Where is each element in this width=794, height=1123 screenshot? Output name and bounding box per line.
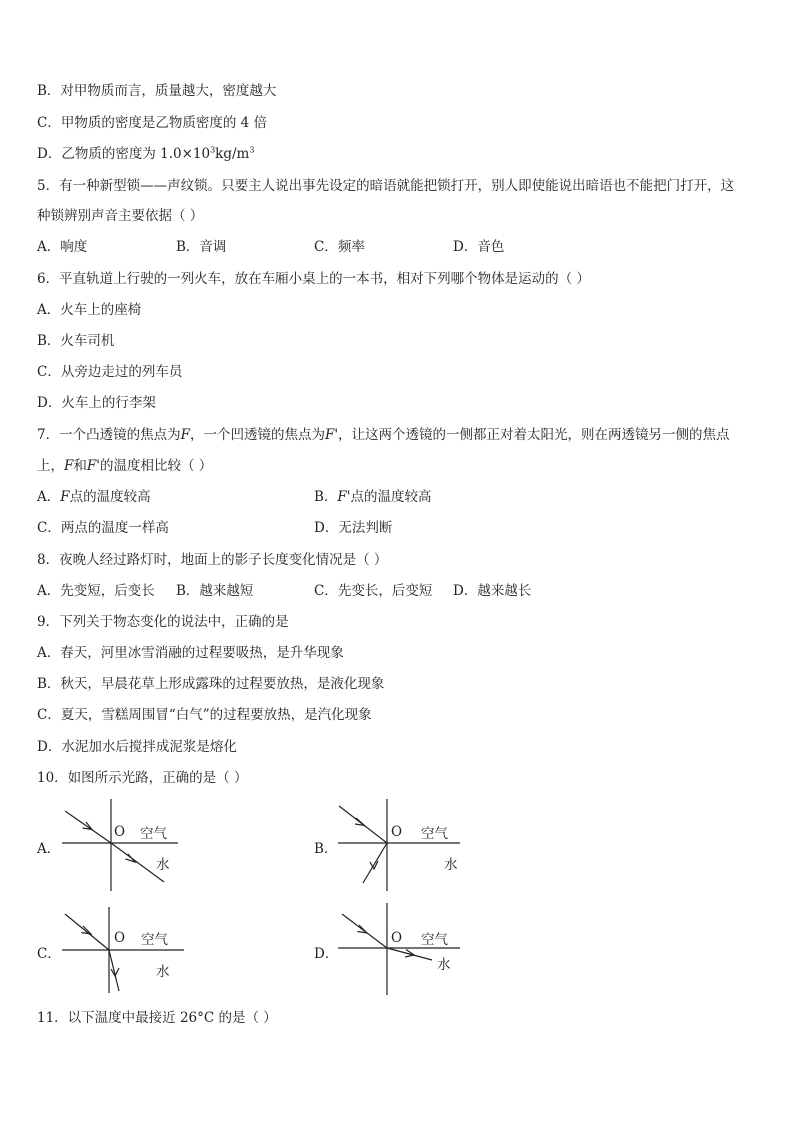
q5-option-d: D．音色 xyxy=(453,239,505,255)
diagram-c-svg xyxy=(60,905,190,1000)
diagram-a-o-label: O xyxy=(114,824,126,840)
diagram-c-o-label: O xyxy=(114,930,126,946)
q7-stem2-mid: 和 xyxy=(73,458,87,474)
q7-option-a xyxy=(37,488,151,506)
q5-stem-line2: 种锁辨别声音主要依据（ ） xyxy=(37,208,204,224)
q9-option-d: D．水泥加水后搅拌成泥浆是熔化 xyxy=(37,739,237,755)
q7-stem-line2 xyxy=(37,457,212,475)
diagram-b-svg xyxy=(336,795,466,895)
q6-option-d: D．火车上的行李架 xyxy=(37,395,156,411)
q5-stem-line1: 5．有一种新型锁——声纹锁。只要主人说出事先设定的暗语就能把锁打开，别人即使能说出暗语也不能把门打开，这 xyxy=(37,178,735,194)
q6-option-a: A．火车上的座椅 xyxy=(37,302,142,318)
diagram-b-incident-arrow xyxy=(355,818,365,826)
diagram-b-o-label: O xyxy=(391,824,403,840)
q8-option-d: D．越来越长 xyxy=(453,583,532,599)
q7-option-b xyxy=(314,488,432,506)
q8-option-b: B．越来越短 xyxy=(176,583,254,599)
diagram-d-water-label: 水 xyxy=(437,957,451,973)
diagram-d-svg xyxy=(336,903,466,998)
q6-stem: 6．平直轨道上行驶的一列火车，放在车厢小桌上的一本书，相对下列哪个物体是运动的（ ） xyxy=(37,271,590,287)
q7-option-b-post: 点的温度较高 xyxy=(350,489,432,505)
q7-stem2-pre: 上， xyxy=(37,458,64,474)
diagram-d xyxy=(336,903,466,998)
diagram-a-incident-ray xyxy=(65,811,111,843)
q4-option-d-unit-exponent: 3 xyxy=(249,145,255,155)
diagram-d-air-label: 空气 xyxy=(421,932,448,948)
q8-option-c: C．先变长，后变短 xyxy=(314,583,433,599)
diagram-a-water-label: 水 xyxy=(156,857,170,873)
q8-option-a: A．先变短，后变长 xyxy=(37,583,155,599)
q5-option-b: B．音调 xyxy=(176,239,227,255)
diagram-c-letter: C． xyxy=(37,946,61,962)
diagram-d-o-label: O xyxy=(391,930,403,946)
q7-option-c: C．两点的温度一样高 xyxy=(37,520,169,536)
q4-option-d-unit: kg/m xyxy=(215,146,250,162)
diagram-c xyxy=(60,905,190,1000)
q7-option-a-f: F xyxy=(60,489,70,505)
q7-stem-line1 xyxy=(37,426,730,444)
q9-option-c: C．夏天，雪糕周围冒“白气”的过程要放热，是汽化现象 xyxy=(37,707,372,723)
q7-option-b-f: F' xyxy=(337,489,351,505)
q4-option-d xyxy=(37,145,254,163)
q6-option-c: C．从旁边走过的列车员 xyxy=(37,364,183,380)
q7-option-d: D．无法判断 xyxy=(314,520,393,536)
diagram-b-refracted-ray xyxy=(363,843,387,883)
q7-stem1-mid: ，一个凹透镜的焦点为 xyxy=(189,427,325,443)
q4-option-b: B．对甲物质而言，质量越大，密度越大 xyxy=(37,83,277,99)
q7-stem1-pre: 7．一个凸透镜的焦点为 xyxy=(37,427,181,443)
diagram-a-air-label: 空气 xyxy=(140,826,167,842)
diagram-d-letter: D． xyxy=(314,946,339,962)
diagram-c-air-label: 空气 xyxy=(141,932,168,948)
q11-stem: 11．以下温度中最接近 26°C 的是（ ） xyxy=(37,1010,277,1026)
diagram-a-letter: A． xyxy=(37,841,61,857)
q7-stem1-post: ，让这两个透镜的一侧都正对着太阳光，则在两透镜另一侧的焦点 xyxy=(338,427,730,443)
diagram-c-refracted-arrow xyxy=(111,968,119,976)
q7-option-b-pre: B． xyxy=(314,489,338,505)
q5-option-a: A．响度 xyxy=(37,239,88,255)
q7-stem2-f: F xyxy=(64,458,74,474)
q4-option-d-exponent: 3 xyxy=(210,145,216,155)
q7-stem2-post: 的温度相比较（ ） xyxy=(99,458,213,474)
diagram-a-svg xyxy=(60,795,190,895)
q9-option-b: B．秋天，早晨花草上形成露珠的过程要放热，是液化现象 xyxy=(37,676,385,692)
q4-option-d-text: D．乙物质的密度为 1.0×10 xyxy=(37,146,211,162)
q7-stem2-f2: F' xyxy=(86,458,100,474)
diagram-d-refracted-ray xyxy=(387,948,432,960)
q9-option-a: A．春天，河里冰雪消融的过程要吸热，是升华现象 xyxy=(37,645,344,661)
q7-option-a-pre: A． xyxy=(37,489,61,505)
q7-stem1-f2: F' xyxy=(324,427,339,443)
diagram-b-air-label: 空气 xyxy=(421,826,448,842)
q4-option-c: C．甲物质的密度是乙物质密度的 4 倍 xyxy=(37,115,268,131)
diagram-b-letter: B． xyxy=(314,841,338,857)
q7-option-a-post: 点的温度较高 xyxy=(69,489,151,505)
diagram-b-water-label: 水 xyxy=(444,857,458,873)
diagram-c-water-label: 水 xyxy=(156,964,170,980)
q6-option-b: B．火车司机 xyxy=(37,333,115,349)
diagram-c-incident-ray xyxy=(65,914,109,950)
q5-option-c: C．频率 xyxy=(314,239,365,255)
q7-stem1-f: F xyxy=(180,427,190,443)
diagram-c-incident-arrow xyxy=(82,926,92,934)
q9-stem: 9．下列关于物态变化的说法中，正确的是 xyxy=(37,614,289,630)
diagram-b xyxy=(336,795,466,895)
diagram-a xyxy=(60,795,190,895)
q8-stem: 8．夜晚人经过路灯时，地面上的影子长度变化情况是（ ） xyxy=(37,552,388,568)
q10-stem: 10．如图所示光路，正确的是（ ） xyxy=(37,770,248,786)
